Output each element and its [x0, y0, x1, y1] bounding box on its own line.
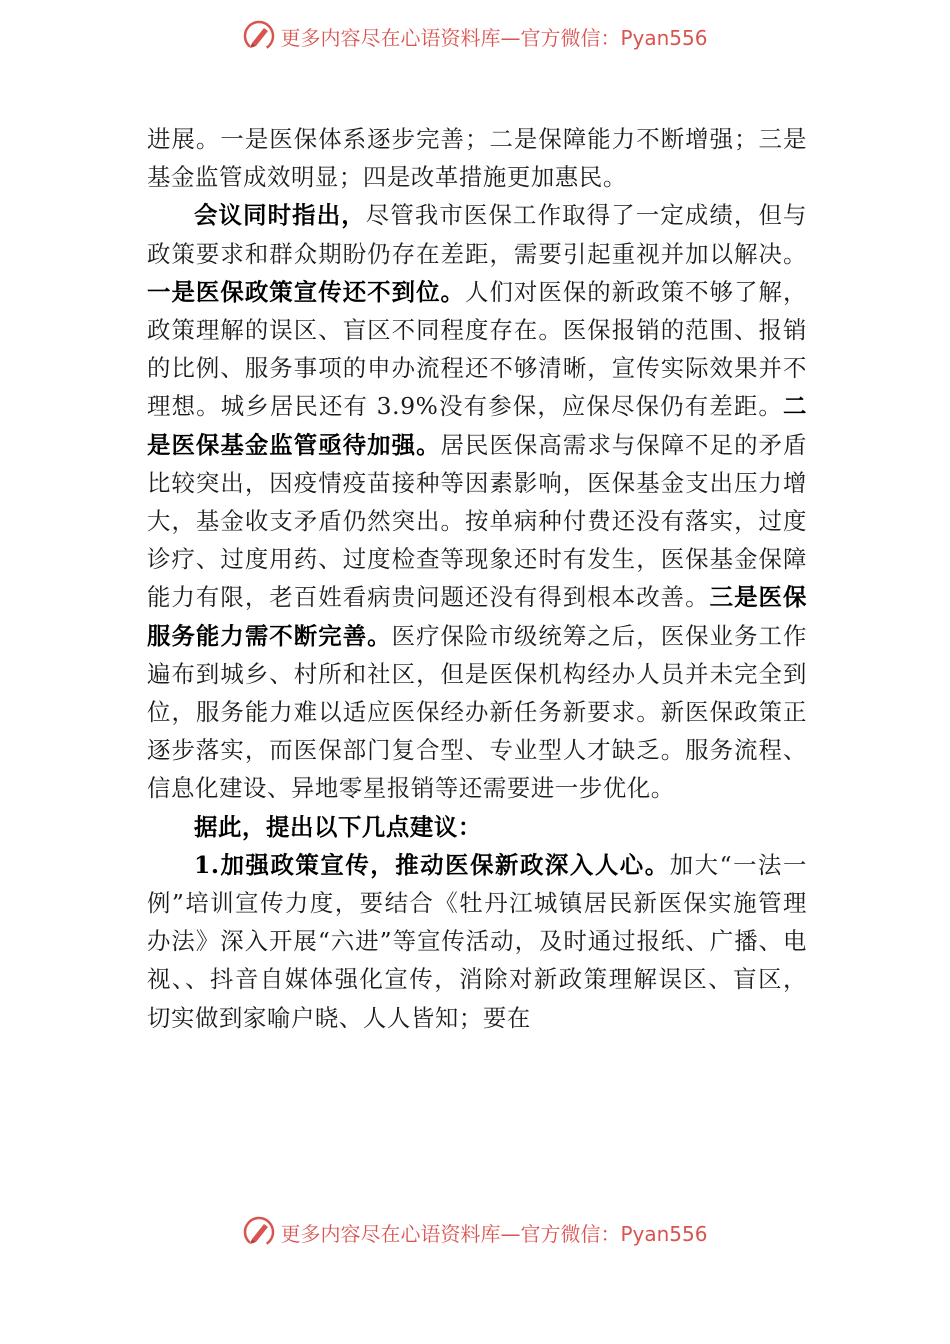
pen-logo-icon [242, 19, 276, 53]
issue-text-2: 居民医保高需求与保障不足的矛盾比较突出，因疫情疫苗接种等因素影响，医保基金支出压力增大，基金收支矛盾仍然突出。按单病种付费还没有落实，过度诊疗、过度用药、过度检查等现象还时有发生，医保基金保障能力有限，老百姓看病贵问题还没有得到根本改善。 [147, 430, 808, 612]
footer-banner-text: 更多内容尽在心语资料库—官方微信：Pyan556 [280, 1221, 708, 1246]
header-banner-text: 更多内容尽在心语资料库—官方微信：Pyan556 [280, 25, 708, 50]
issues-lead: 会议同时指出， [194, 201, 366, 230]
issue-heading-1: 一是医保政策宣传还不到位。 [147, 277, 465, 306]
suggestion-heading-1: 1.加强政策宣传，推动医保新政深入人心。 [194, 850, 670, 879]
issue-heading-2: 二是医保基金监管亟待加强。 [147, 392, 807, 459]
suggestions-intro: 据此，提出以下几点建议： [194, 812, 482, 841]
header-banner [0, 16, 950, 56]
paragraph-progress: 进展。一是医保体系逐步完善；二是保障能力不断增强；三是基金监管成效明显；四是改革措施更加惠民。 [147, 125, 807, 192]
issues-intro: 尽管我市医保工作取得了一定成绩，但与政策要求和群众期盼仍存在差距，需要引起重视并加以解决。 [147, 201, 807, 268]
footer-banner [0, 1212, 950, 1252]
pen-logo-icon [242, 1215, 276, 1249]
paragraph-suggestion-1 [147, 846, 807, 1037]
document-body [147, 120, 807, 1037]
issue-text-1: 人们对医保的新政策不够了解，政策理解的误区、盲区不同程度存在。医保报销的范围、报销的比例、服务事项的申办流程还不够清晰，宣传实际效果并不理想。城乡居民还有 3.9%没有参保，应保尽保仍有差距。 [147, 277, 807, 421]
issue-text-3: 医疗保险市级统筹之后，医保业务工作遍布到城乡、村所和社区，但是医保机构经办人员并未完全到位，服务能力难以适应医保经办新任务新要求。新医保政策正逐步落实，而医保部门复合型、专业型人才缺乏。服务流程、信息化建设、异地零星报销等还需要进一步优化。 [147, 621, 808, 803]
paragraph-suggestions-intro [147, 808, 807, 846]
issue-heading-3: 三是医保服务能力需不断完善。 [147, 583, 807, 650]
suggestion-text-1: 加大“一法一例”培训宣传力度，要结合《牡丹江城镇居民新医保实施管理办法》深入开展“六进”等宣传活动，及时通过报纸、广播、电视、、抖音自媒体强化宣传，消除对新政策理解误区、盲区，切实做到家喻户晓、人人皆知；要在 [147, 850, 807, 1032]
paragraph-issues [147, 196, 807, 807]
